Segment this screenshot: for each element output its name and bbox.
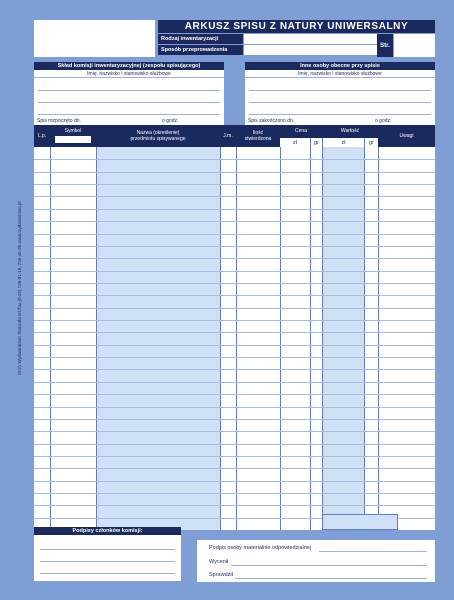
- other-persons-names-field[interactable]: [245, 78, 435, 117]
- header-name: Nazwa (określenie) przedmiotu spisywanego: [130, 130, 186, 142]
- start-time-label: o godz.: [162, 118, 179, 124]
- start-date-line[interactable]: [34, 117, 224, 125]
- form-title: ARKUSZ SPISU Z NATURY UNIWERSALNY: [158, 20, 435, 33]
- table-row-line: [34, 258, 435, 259]
- header-symbol-label: Symbol: [64, 128, 82, 134]
- col-sep: [364, 147, 365, 530]
- table-row-line: [34, 444, 435, 445]
- sposob-field[interactable]: [244, 45, 377, 55]
- value-total-field[interactable]: [322, 514, 398, 530]
- priced-by-line[interactable]: [231, 565, 427, 566]
- table-row-line: [34, 271, 435, 272]
- col-sep: [236, 147, 237, 530]
- col-sep: [220, 147, 221, 530]
- header-jm: J.m.: [223, 133, 233, 139]
- commission-names-field[interactable]: [34, 78, 224, 117]
- table-row-line: [34, 481, 435, 482]
- responsible-signature-line[interactable]: [319, 551, 427, 552]
- rodzaj-row: [158, 34, 377, 44]
- end-time-label: o godz.: [375, 118, 392, 124]
- table-row-line: [34, 357, 435, 358]
- table-row-line: [34, 283, 435, 284]
- commission-title: Skład komisji inwentaryzacyjnej (zespołu spisującego): [34, 62, 224, 70]
- other-persons-subtitle: Imię, nazwisko i stanowisko służbowe: [245, 70, 435, 78]
- value-column-shade: [322, 147, 364, 530]
- col-sep: [310, 147, 311, 530]
- table-row-line: [34, 172, 435, 173]
- col-sep: [50, 147, 51, 530]
- table-row-line: [34, 221, 435, 222]
- header-value-label: Wartość: [340, 128, 360, 134]
- value-zl-label: zł: [322, 138, 364, 147]
- table-row-line: [34, 308, 435, 309]
- commission-signatures-box: [34, 527, 181, 581]
- price-gr-label: gr: [310, 138, 322, 147]
- col-sep: [378, 147, 379, 530]
- page-number-label: Str.: [377, 34, 393, 57]
- table-row-line: [34, 431, 435, 432]
- publisher-side-print: [16, 201, 26, 375]
- table-row-line: [34, 468, 435, 469]
- col-sep: [280, 147, 281, 530]
- table-row-line: [34, 332, 435, 333]
- table-row-line: [34, 246, 435, 247]
- table-row-line: [34, 234, 435, 235]
- inventory-table[interactable]: [34, 125, 435, 530]
- header-price-label: Cena: [295, 128, 307, 134]
- commission-subtitle: Imię, nazwisko i stanowisko służbowe: [34, 70, 224, 78]
- table-row-line: [34, 419, 435, 420]
- table-row-line: [34, 505, 435, 506]
- checked-by-label: Sprawdził: [209, 572, 233, 578]
- header-blank-box: [34, 20, 155, 57]
- table-row-line: [34, 196, 435, 197]
- table-row-line: [34, 345, 435, 346]
- table-row-line: [34, 493, 435, 494]
- table-row-line: [34, 295, 435, 296]
- commission-panel: [34, 62, 224, 117]
- table-row-line: [34, 159, 435, 160]
- priced-by-label: Wycenił: [209, 559, 229, 565]
- sposob-label: Sposób przeprowadzenia: [158, 45, 243, 55]
- table-row-line: [34, 320, 435, 321]
- end-date-line[interactable]: [245, 117, 435, 125]
- other-persons-panel: [245, 62, 435, 117]
- table-row-line: [34, 407, 435, 408]
- table-row-line: [34, 184, 435, 185]
- header-symbol: [50, 125, 96, 147]
- value-gr-label: gr: [364, 138, 378, 147]
- symbol-header-box: [55, 136, 91, 143]
- responsible-person-label: Podpis osoby materialnie odpowiedzialnej: [209, 545, 312, 551]
- table-row-line: [34, 394, 435, 395]
- header-notes: Uwagi: [399, 133, 414, 139]
- rodzaj-field[interactable]: [244, 34, 377, 44]
- table-row-line: [34, 456, 435, 457]
- table-row-line: [34, 382, 435, 383]
- signature-line[interactable]: [40, 573, 175, 574]
- price-zl-label: zł: [293, 139, 297, 146]
- header-quantity: Ilość stwierdzona: [244, 130, 272, 142]
- rodzaj-label: Rodzaj inwentaryzacji: [158, 34, 243, 44]
- col-sep: [322, 147, 323, 530]
- start-date-label: Spis rozpoczęto dn.: [37, 118, 81, 124]
- page-number-field[interactable]: [394, 34, 435, 57]
- sposob-row: [158, 45, 377, 55]
- publisher-side-text: M-21 Wydawnictwo Stanzuła tel./fax (0-22) 736-81-16, 736-46-95 www.wydawnictwo.pl: [17, 201, 22, 375]
- signature-line[interactable]: [40, 561, 175, 562]
- header-lp: L.p.: [37, 133, 47, 139]
- signature-line[interactable]: [40, 549, 175, 550]
- name-column-shade: [96, 147, 220, 530]
- table-row-line: [34, 369, 435, 370]
- commission-signatures-title: Podpisy członków komisji:: [34, 527, 181, 535]
- col-sep: [96, 147, 97, 530]
- end-date-label: Spis zakończono dn.: [248, 118, 295, 124]
- checked-by-line[interactable]: [235, 578, 427, 579]
- responsible-signatures-box: [197, 540, 435, 582]
- other-persons-title: Inne osoby obecne przy spisie: [245, 62, 435, 70]
- table-row-line: [34, 209, 435, 210]
